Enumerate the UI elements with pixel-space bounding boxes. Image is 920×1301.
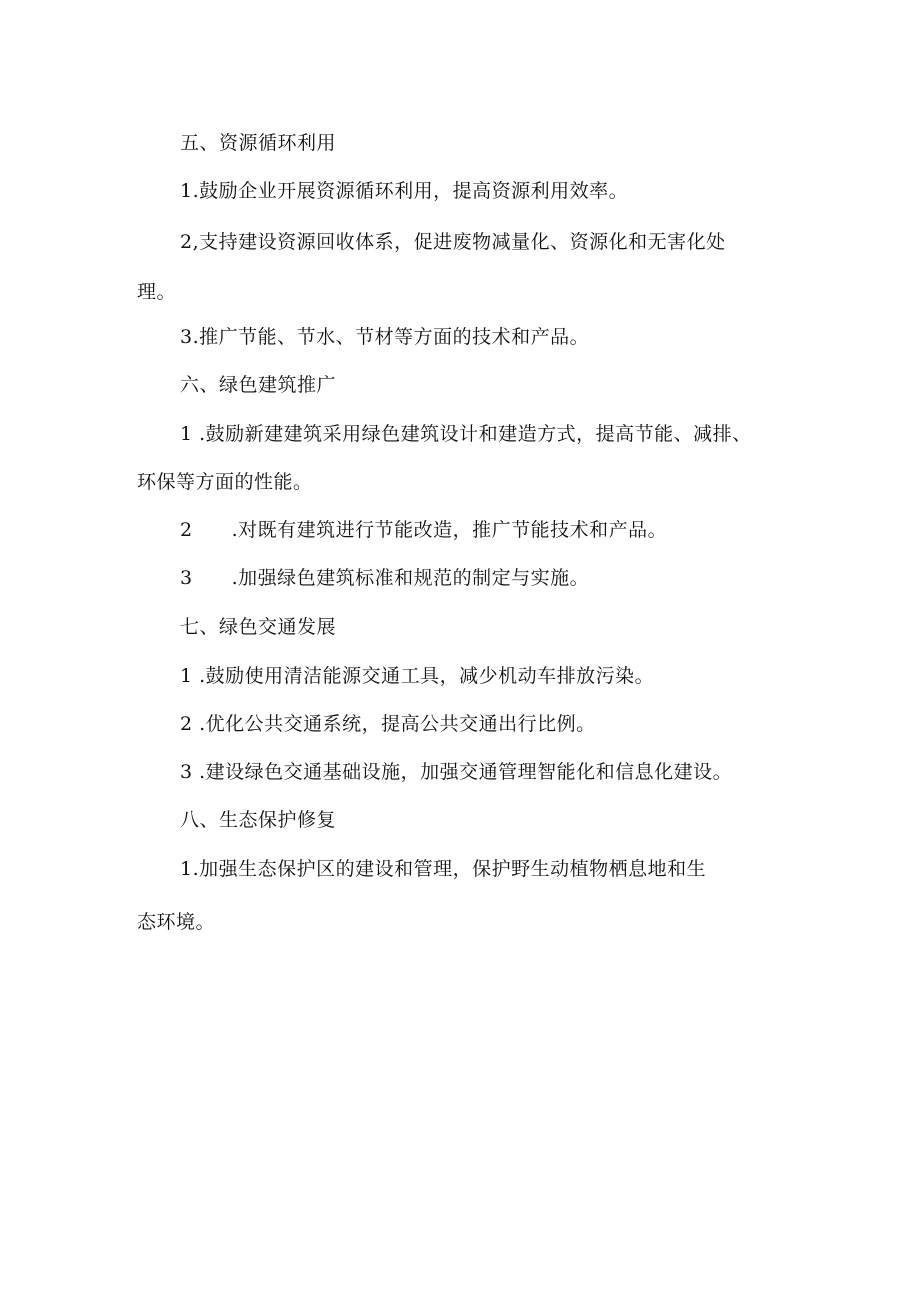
list-item: 2 .对既有建筑进行节能改造，推广节能技术和产品。 [180, 519, 668, 541]
section-heading: 八、生态保护修复 [180, 809, 337, 831]
list-item: 1.鼓励企业开展资源循环利用，提高资源利用效率。 [180, 180, 629, 202]
list-item: 1 .鼓励新建建筑采用绿色建筑设计和建造方式，提高节能、减排、 [180, 423, 752, 445]
list-item: 3 .建设绿色交通基础设施，加强交通管理智能化和信息化建设。 [180, 761, 733, 783]
list-item-continuation: 环保等方面的性能。 [137, 471, 313, 493]
section-heading: 六、绿色建筑推广 [180, 374, 337, 396]
list-item: 2,支持建设资源回收体系，促进废物减量化、资源化和无害化处 [180, 231, 726, 253]
list-item-continuation: 态环境。 [137, 911, 216, 933]
list-item: 3.推广节能、节水、节材等方面的技术和产品。 [180, 326, 590, 348]
list-item: 1.加强生态保护区的建设和管理，保护野生动植物栖息地和生 [180, 858, 707, 880]
section-heading: 五、资源循环利用 [180, 132, 337, 154]
list-item: 1 .鼓励使用清洁能源交通工具，减少机动车排放污染。 [180, 665, 655, 687]
list-item-continuation: 理。 [137, 281, 177, 303]
section-heading: 七、绿色交通发展 [180, 616, 337, 638]
list-item: 2 .优化公共交通系统，提高公共交通出行比例。 [180, 713, 596, 735]
list-item: 3 .加强绿色建筑标准和规范的制定与实施。 [180, 567, 590, 589]
